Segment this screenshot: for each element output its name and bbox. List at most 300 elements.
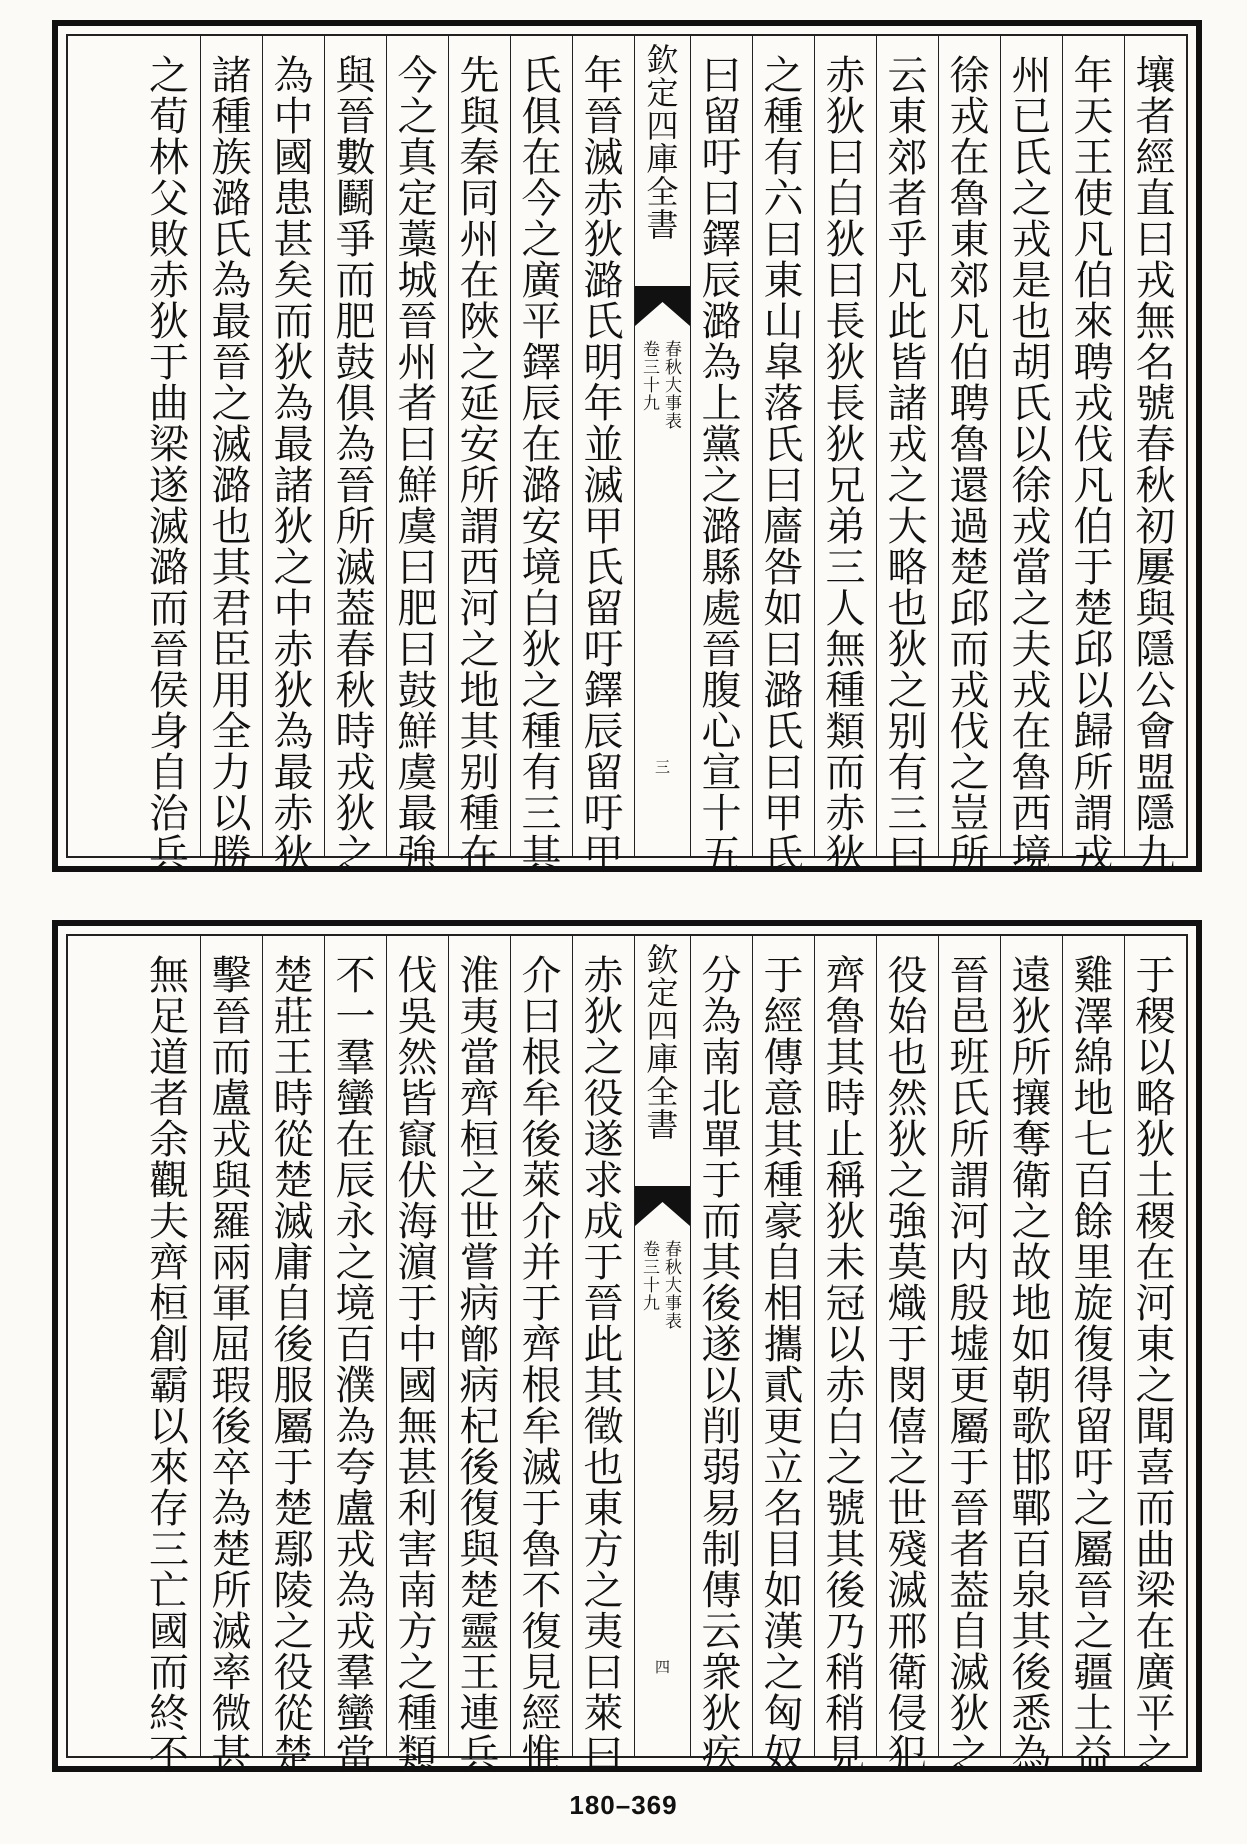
- glyph: 強: [397, 832, 438, 878]
- glyph: 自: [949, 1609, 990, 1655]
- glyph: 其: [825, 1527, 866, 1573]
- glyph: 鄫: [459, 1322, 500, 1368]
- glyph: 來: [149, 1445, 189, 1491]
- glyph: 之: [273, 545, 314, 591]
- glyph: 辰: [701, 258, 742, 304]
- glyph: 春: [665, 1240, 682, 1260]
- glyph: 遂: [583, 1117, 624, 1163]
- glyph: 在: [1011, 709, 1052, 755]
- glyph: 鮮: [397, 463, 438, 509]
- glyph: 大: [887, 504, 928, 550]
- glyph: 九: [643, 394, 660, 414]
- glyph: 父: [149, 176, 189, 222]
- glyph: 狄: [825, 217, 866, 263]
- glyph: 赤: [583, 176, 624, 222]
- text-column: [1000, 36, 1062, 878]
- glyph: 衛: [887, 1650, 928, 1696]
- column-text: [138, 53, 200, 878]
- glyph: 辰: [335, 1158, 376, 1204]
- glyph: 甚: [273, 217, 314, 263]
- glyph: 邑: [949, 994, 990, 1040]
- text-column: [200, 36, 262, 878]
- gutter-subtitle: [641, 341, 684, 471]
- glyph: 綿: [1073, 1035, 1114, 1081]
- glyph: 服: [273, 1363, 314, 1409]
- glyph: 名: [763, 1486, 804, 1532]
- glyph: 縣: [701, 545, 742, 591]
- glyph: 牟: [521, 1076, 562, 1122]
- glyph: 之: [397, 1650, 438, 1696]
- glyph: 然: [397, 1035, 438, 1081]
- glyph: 境: [521, 545, 562, 591]
- glyph: 自: [763, 1240, 804, 1286]
- glyph: 病: [459, 1281, 500, 1327]
- glyph: 之: [459, 340, 500, 386]
- glyph: 于: [149, 340, 189, 386]
- glyph: 晉: [949, 1486, 990, 1532]
- glyph: 與: [1135, 586, 1176, 632]
- glyph: 攜: [763, 1322, 804, 1368]
- glyph: 來: [1073, 299, 1114, 345]
- glyph: 屬: [1073, 1527, 1114, 1573]
- glyph: 之: [825, 1445, 866, 1491]
- glyph: 徵: [583, 1404, 624, 1450]
- page-lower: [52, 920, 1202, 1778]
- glyph: 戎: [949, 94, 990, 140]
- glyph: 之: [949, 1732, 990, 1778]
- glyph: 曰: [701, 176, 742, 222]
- column-text: [387, 53, 448, 878]
- glyph: 留: [583, 750, 624, 796]
- glyph: 稍: [825, 1691, 866, 1737]
- glyph: 易: [701, 1486, 742, 1532]
- glyph: 氏: [211, 217, 252, 263]
- glyph: 留: [583, 586, 624, 632]
- glyph: 曲: [149, 381, 189, 427]
- glyph: 犯: [887, 1732, 928, 1778]
- glyph: 晉: [335, 463, 376, 509]
- glyph: 力: [211, 750, 252, 796]
- glyph: 復: [1073, 1322, 1114, 1368]
- glyph: 人: [825, 586, 866, 632]
- glyph: 悉: [1011, 1691, 1052, 1737]
- glyph: 曰: [397, 545, 438, 591]
- glyph: 而: [335, 258, 376, 304]
- glyph: 梁: [149, 422, 189, 468]
- glyph: 屈: [211, 1322, 252, 1368]
- glyph: 狄: [1135, 1117, 1176, 1163]
- glyph: 而: [949, 627, 990, 673]
- column-text: [939, 953, 1000, 1778]
- glyph: 濵: [397, 1240, 438, 1286]
- glyph: 四: [646, 107, 679, 145]
- glyph: 過: [949, 504, 990, 550]
- glyph: 數: [335, 135, 376, 181]
- glyph: 晉: [583, 94, 624, 140]
- glyph: 秋: [335, 668, 376, 714]
- glyph: 爭: [335, 217, 376, 263]
- glyph: 滅: [335, 545, 376, 591]
- glyph: 歸: [1073, 709, 1114, 755]
- glyph: 世: [459, 1199, 500, 1245]
- text-column: [1124, 936, 1186, 1778]
- text-column: [938, 36, 1000, 878]
- glyph: 復: [521, 1609, 562, 1655]
- glyph: 宣: [701, 750, 742, 796]
- glyph: 鄲: [1011, 1486, 1052, 1532]
- glyph: 于: [949, 1445, 990, 1491]
- glyph: 曰: [701, 53, 742, 99]
- glyph: 伯: [1073, 504, 1114, 550]
- glyph: 潞: [149, 545, 189, 591]
- glyph: 聞: [1135, 1404, 1176, 1450]
- glyph: 曰: [825, 135, 866, 181]
- glyph: 王: [459, 1650, 500, 1696]
- glyph: 與: [335, 53, 376, 99]
- glyph: 先: [459, 53, 500, 99]
- glyph: 稷: [1135, 994, 1176, 1040]
- glyph: 種: [825, 668, 866, 714]
- glyph: 于: [763, 953, 804, 999]
- gutter-subtitle-line: [664, 341, 684, 471]
- glyph: 赤: [273, 791, 314, 837]
- glyph: 其: [1011, 1609, 1052, 1655]
- glyph: 胡: [1011, 340, 1052, 386]
- glyph: 止: [825, 1117, 866, 1163]
- glyph: 更: [763, 1404, 804, 1450]
- glyph: 之: [1011, 176, 1052, 222]
- glyph: 咎: [763, 545, 804, 591]
- glyph: 林: [149, 135, 189, 181]
- glyph: 而: [1135, 1486, 1176, 1532]
- glyph: 之: [1135, 1732, 1176, 1778]
- glyph: 伐: [397, 953, 438, 999]
- glyph: 事: [665, 394, 682, 414]
- text-column: [138, 36, 200, 878]
- glyph: 之: [521, 217, 562, 263]
- glyph: 目: [763, 1527, 804, 1573]
- glyph: 魯: [825, 994, 866, 1040]
- glyph: 楚: [273, 1732, 314, 1778]
- glyph: 平: [1135, 1691, 1176, 1737]
- glyph: 三: [149, 1527, 189, 1573]
- glyph: 時: [335, 709, 376, 755]
- glyph: 之: [459, 627, 500, 673]
- glyph: 狄: [273, 832, 314, 878]
- gutter-page-number: 三: [654, 758, 670, 776]
- glyph: 為: [701, 994, 742, 1040]
- glyph: 足: [149, 994, 189, 1040]
- glyph: 六: [763, 176, 804, 222]
- glyph: 惟: [521, 1732, 562, 1778]
- glyph: 聘: [949, 381, 990, 427]
- glyph: 鬬: [335, 176, 376, 222]
- glyph: 是: [1011, 258, 1052, 304]
- glyph: 之: [701, 463, 742, 509]
- glyph: 得: [1073, 1363, 1114, 1409]
- text-column: [1124, 36, 1186, 878]
- glyph: 攘: [1011, 1076, 1052, 1122]
- glyph: 戎: [1073, 832, 1114, 878]
- glyph: 以: [825, 1322, 866, 1368]
- glyph: 郊: [949, 258, 990, 304]
- glyph: 上: [701, 381, 742, 427]
- glyph: 最: [397, 791, 438, 837]
- column-text: [815, 53, 876, 878]
- glyph: 從: [273, 1117, 314, 1163]
- glyph: 國: [273, 135, 314, 181]
- glyph: 十: [643, 376, 660, 396]
- glyph: 于: [887, 1322, 928, 1368]
- glyph: 三: [521, 791, 562, 837]
- glyph: 滅: [583, 135, 624, 181]
- glyph: 魯: [521, 1527, 562, 1573]
- glyph: 赤: [583, 953, 624, 999]
- glyph: 所: [1073, 750, 1114, 796]
- glyph: 廣: [521, 258, 562, 304]
- glyph: 有: [887, 750, 928, 796]
- glyph: 役: [887, 953, 928, 999]
- glyph: 利: [397, 1486, 438, 1532]
- glyph: 略: [1135, 1076, 1176, 1122]
- glyph: 于: [1073, 545, 1114, 591]
- glyph: 氏: [1011, 381, 1052, 427]
- glyph: 相: [763, 1281, 804, 1327]
- glyph: 其: [701, 1240, 742, 1286]
- glyph: 别: [887, 709, 928, 755]
- column-text: [387, 953, 448, 1778]
- glyph: 其: [825, 1035, 866, 1081]
- glyph: 春: [665, 340, 682, 360]
- glyph: 書: [646, 206, 679, 244]
- text-column: [262, 36, 324, 878]
- column-text: [1063, 53, 1124, 878]
- glyph: 之: [459, 1158, 500, 1204]
- glyph: 處: [701, 586, 742, 632]
- glyph: 赤: [825, 53, 866, 99]
- text-column: [752, 36, 814, 878]
- glyph: 使: [1073, 176, 1114, 222]
- glyph: 以: [1073, 668, 1114, 714]
- glyph: 單: [701, 1117, 742, 1163]
- glyph: 郊: [887, 135, 928, 181]
- glyph: 曰: [1135, 217, 1176, 263]
- glyph: 遂: [701, 1322, 742, 1368]
- column-text: [1125, 953, 1186, 1778]
- text-column: [1062, 936, 1124, 1778]
- glyph: 以: [1011, 422, 1052, 468]
- glyph: 藁: [397, 217, 438, 263]
- glyph: 以: [211, 791, 252, 837]
- glyph: 羣: [335, 1035, 376, 1081]
- glyph: 别: [459, 750, 500, 796]
- glyph: 世: [887, 1486, 928, 1532]
- glyph: 也: [211, 504, 252, 550]
- text-column: [448, 36, 510, 878]
- glyph: 經: [1135, 135, 1176, 181]
- glyph: 留: [1073, 1404, 1114, 1450]
- glyph: 戎: [949, 668, 990, 714]
- glyph: 自: [149, 750, 189, 796]
- glyph: 定: [646, 974, 679, 1012]
- glyph: 號: [1135, 381, 1176, 427]
- gutter-subtitle-line: [642, 1241, 662, 1371]
- text-column: [814, 936, 876, 1778]
- glyph: 白: [825, 1404, 866, 1450]
- glyph: 也: [887, 586, 928, 632]
- glyph: 種: [763, 94, 804, 140]
- glyph: 種: [397, 1691, 438, 1737]
- glyph: 狄: [701, 1691, 742, 1737]
- glyph: 楚: [459, 1568, 500, 1614]
- glyph: 盧: [335, 1486, 376, 1532]
- glyph: 之: [887, 1158, 928, 1204]
- glyph: 在: [521, 135, 562, 181]
- glyph: 戎: [1135, 258, 1176, 304]
- glyph: 之: [1011, 1199, 1052, 1245]
- glyph: 時: [273, 1076, 314, 1122]
- column-text: [877, 53, 938, 878]
- text-column: [938, 936, 1000, 1778]
- glyph: 于: [521, 1486, 562, 1532]
- glyph: 秋: [1135, 463, 1176, 509]
- glyph: 其: [459, 709, 500, 755]
- glyph: 也: [887, 1035, 928, 1081]
- glyph: 弟: [825, 504, 866, 550]
- column-text: [1125, 53, 1186, 878]
- glyph: 凡: [1073, 463, 1114, 509]
- glyph: 九: [1135, 832, 1176, 878]
- glyph: 在: [459, 832, 500, 878]
- glyph: 狄: [149, 299, 189, 345]
- glyph: 無: [1135, 299, 1176, 345]
- glyph: 四: [646, 1007, 679, 1045]
- glyph: 俱: [335, 381, 376, 427]
- glyph: 甲: [583, 832, 624, 878]
- glyph: 晉: [397, 299, 438, 345]
- glyph: 荀: [149, 94, 189, 140]
- glyph: 凡: [949, 299, 990, 345]
- glyph: 為: [701, 340, 742, 386]
- glyph: 之: [1073, 1486, 1114, 1532]
- glyph: 落: [763, 381, 804, 427]
- gutter-page-number: 四: [654, 1658, 670, 1676]
- glyph: 晉: [1073, 1568, 1114, 1614]
- glyph: 稱: [825, 1158, 866, 1204]
- glyph: 秋: [665, 358, 682, 378]
- glyph: 直: [1135, 176, 1176, 222]
- glyph: 邢: [887, 1609, 928, 1655]
- glyph: 莫: [887, 1240, 928, 1286]
- glyph: 莊: [273, 994, 314, 1040]
- glyph: 于: [701, 1158, 742, 1204]
- glyph: 侯: [149, 668, 189, 714]
- glyph: 介: [521, 953, 562, 999]
- glyph: 在: [459, 258, 500, 304]
- glyph: 後: [273, 1322, 314, 1368]
- glyph: 所: [335, 504, 376, 550]
- glyph: 奴: [763, 1732, 804, 1778]
- glyph: 復: [459, 1486, 500, 1532]
- glyph: 貳: [763, 1363, 804, 1409]
- glyph: 云: [887, 53, 928, 99]
- fishtail-mark-icon: [635, 1186, 690, 1226]
- glyph: 里: [1073, 1240, 1114, 1286]
- glyph: 楚: [273, 953, 314, 999]
- glyph: 中: [397, 1322, 438, 1368]
- glyph: 更: [949, 1363, 990, 1409]
- glyph: 年: [583, 53, 624, 99]
- glyph: 介: [521, 1199, 562, 1245]
- glyph: 河: [459, 586, 500, 632]
- text-column: [1000, 936, 1062, 1778]
- glyph: 大: [665, 376, 682, 396]
- glyph: 三: [825, 545, 866, 591]
- glyph: 甲: [763, 791, 804, 837]
- glyph: 魯: [949, 422, 990, 468]
- glyph: 余: [149, 1117, 189, 1163]
- glyph: 稷: [1135, 1199, 1176, 1245]
- glyph: 屢: [1135, 545, 1176, 591]
- glyph: 如: [763, 586, 804, 632]
- glyph: 之: [149, 53, 189, 99]
- glyph: 并: [521, 1240, 562, 1286]
- glyph: 年: [583, 381, 624, 427]
- glyph: 疾: [701, 1732, 742, 1778]
- glyph: 曰: [397, 422, 438, 468]
- text-column: [262, 936, 324, 1778]
- glyph: 境: [335, 1281, 376, 1327]
- glyph: 狄: [825, 832, 866, 878]
- glyph: 此: [887, 299, 928, 345]
- glyph: 曰: [397, 627, 438, 673]
- glyph: 無: [825, 627, 866, 673]
- glyph: 萊: [583, 1691, 624, 1737]
- glyph: 徐: [949, 53, 990, 99]
- glyph: 地: [459, 668, 500, 714]
- column-text: [573, 953, 634, 1778]
- glyph: 凡: [887, 258, 928, 304]
- glyph: 氏: [763, 709, 804, 755]
- glyph: 濮: [335, 1363, 376, 1409]
- glyph: 滅: [149, 504, 189, 550]
- glyph: 經: [763, 994, 804, 1040]
- glyph: 鐸: [583, 668, 624, 714]
- column-text: [325, 953, 386, 1778]
- glyph: 南: [397, 1568, 438, 1614]
- glyph: 狄: [825, 94, 866, 140]
- glyph: 定: [397, 176, 438, 222]
- glyph: 亡: [149, 1568, 189, 1614]
- glyph: 凡: [1073, 217, 1114, 263]
- glyph: 曰: [763, 463, 804, 509]
- glyph: 長: [825, 299, 866, 345]
- glyph: 最: [211, 299, 252, 345]
- glyph: 所: [459, 463, 500, 509]
- glyph: 然: [887, 1076, 928, 1122]
- glyph: 墟: [949, 1322, 990, 1368]
- glyph: 雞: [1073, 953, 1114, 999]
- glyph: 俱: [521, 94, 562, 140]
- glyph: 當: [1011, 545, 1052, 591]
- glyph: 疆: [1073, 1650, 1114, 1696]
- glyph: 滅: [887, 1568, 928, 1614]
- glyph: 全: [646, 1073, 679, 1111]
- glyph: 腹: [701, 668, 742, 714]
- glyph: 滅: [211, 422, 252, 468]
- glyph: 齊: [521, 1322, 562, 1368]
- glyph: 于: [1135, 953, 1176, 999]
